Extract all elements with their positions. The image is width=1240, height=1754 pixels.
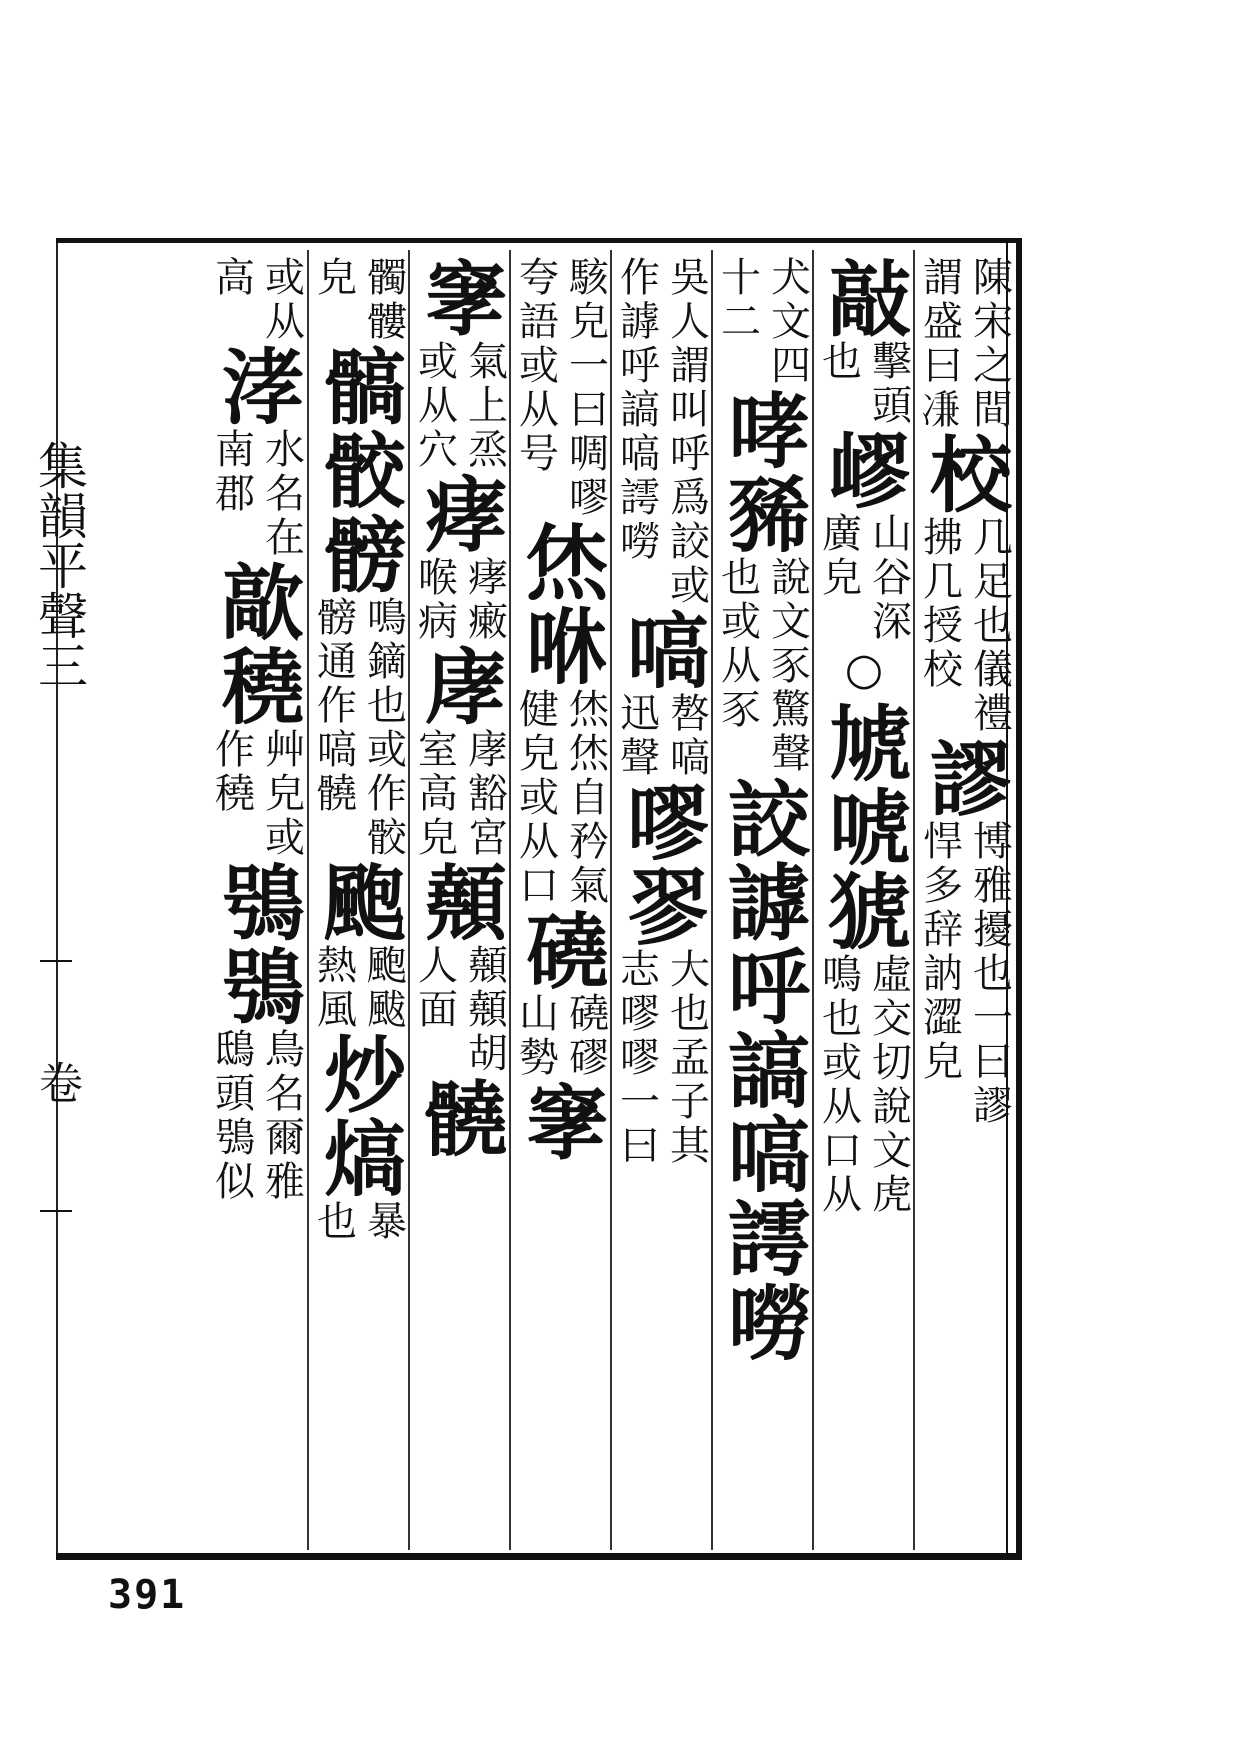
annotation <box>916 820 1014 1128</box>
annotation-line: 庨豁宮 <box>461 728 508 860</box>
annotation-line: 氣上烝 <box>461 340 508 472</box>
annotation <box>208 428 306 560</box>
headword: 窙 <box>411 256 508 340</box>
annotation-line: 髑髏 <box>360 256 407 344</box>
annotation <box>512 256 610 520</box>
annotation-line: 水名在 <box>258 428 305 560</box>
annotation-line: 或从 <box>258 256 305 344</box>
annotation-line: 痚瘷 <box>461 556 508 644</box>
headword: 窙 <box>512 1080 609 1164</box>
headword: 烋咻 <box>512 520 609 688</box>
annotation <box>310 1200 408 1244</box>
annotation <box>714 556 812 776</box>
annotation <box>411 340 509 472</box>
headword: 髐 <box>411 1076 508 1160</box>
headword: 嗃 <box>613 608 710 692</box>
annotation-line: 犬文四 <box>764 256 811 388</box>
juan-label: 卷 <box>31 1060 82 1104</box>
annotation-line: 迅聲 <box>613 692 660 780</box>
annotation-line: 几足也儀禮 <box>966 516 1013 736</box>
headword: 颮 <box>310 860 407 944</box>
annotation-line: 鳴也或从口从 <box>815 953 862 1217</box>
annotation-line: 嗸嗃 <box>663 692 710 780</box>
annotation <box>411 556 509 644</box>
annotation-line: 志嘐嘐一曰 <box>613 948 660 1168</box>
text-column <box>711 250 812 1550</box>
headword: 涍 <box>208 344 305 428</box>
block-center-margin <box>20 440 90 1440</box>
text-column <box>509 250 610 1550</box>
headword: 謬 <box>916 736 1013 820</box>
annotation-line: 悍多辞訥澀皃 <box>916 820 963 1084</box>
annotation-line: 颮颰 <box>360 944 407 1032</box>
headword: 炒熇 <box>310 1032 407 1200</box>
annotation-line: 擊頭 <box>865 340 912 428</box>
annotation <box>613 256 711 608</box>
annotation-line: 駭皃一曰啁嘐 <box>562 256 609 520</box>
annotation <box>512 688 610 908</box>
annotation-line: 鴟頭鴞似 <box>208 1028 255 1204</box>
text-column <box>307 250 408 1550</box>
headword: 嘐翏 <box>613 780 710 948</box>
annotation-line: 暴 <box>360 1200 407 1244</box>
annotation-line: 廣皃 <box>815 512 862 600</box>
annotation-line: 也或从豕 <box>714 556 761 732</box>
annotation-line: 熱風 <box>310 944 357 1032</box>
annotation-line: 人面 <box>411 944 458 1032</box>
annotation-line: 健皃或从口 <box>512 688 559 908</box>
annotation-line: 陳宋之間 <box>966 256 1013 432</box>
text-column <box>610 250 711 1550</box>
annotation-line: 夸語或从号 <box>512 256 559 476</box>
annotation-line: 皃 <box>310 256 357 300</box>
annotation-line: 也 <box>310 1200 357 1244</box>
annotation-line: 虛交切說文虎 <box>865 953 912 1217</box>
annotation-line: 烋烋自矜氣 <box>562 688 609 908</box>
annotation-line: 吳人謂叫呼爲詨或 <box>663 256 710 608</box>
annotation-line: 或从穴 <box>411 340 458 472</box>
page-number: 391 <box>108 1572 187 1618</box>
annotation-line: 喉病 <box>411 556 458 644</box>
annotation-line: 十二 <box>714 256 761 344</box>
headword: 髇骹髈 <box>310 344 407 596</box>
annotation <box>411 944 509 1076</box>
annotation <box>310 596 408 860</box>
annotation-line: 山勢 <box>512 992 559 1080</box>
headword: 痚 <box>411 472 508 556</box>
annotation-line: 顤顤胡 <box>461 944 508 1076</box>
annotation-line: 拂几授校 <box>916 516 963 692</box>
annotation <box>815 340 913 428</box>
fish-tail-mark-lower <box>40 1210 72 1212</box>
annotation-line: 南郡 <box>208 428 255 516</box>
fish-tail-mark <box>40 960 72 962</box>
annotation <box>916 516 1014 736</box>
headword: 鴞鴞 <box>208 860 305 1028</box>
annotation <box>916 256 1014 432</box>
annotation-line: 艸皃或 <box>258 728 305 860</box>
annotation <box>208 728 306 860</box>
annotation <box>411 728 509 860</box>
headword: 哮豨 <box>714 388 811 556</box>
annotation-line: 作穘 <box>208 728 255 816</box>
annotation <box>310 944 408 1032</box>
text-column <box>206 250 307 1550</box>
annotation <box>714 256 812 388</box>
annotation-line: 也 <box>815 340 862 384</box>
annotation-line: 作謼呼謞嗃謣嘮 <box>613 256 660 564</box>
text-column <box>812 250 913 1550</box>
annotation-line: 博雅擾也一曰謬 <box>966 820 1013 1128</box>
headword: 磽 <box>512 908 609 992</box>
book-title: 集韻平聲三 <box>30 440 88 690</box>
headword: 嵺 <box>815 428 912 512</box>
headword: 虓唬猇 <box>815 701 912 953</box>
annotation-line: 大也孟子其 <box>663 948 710 1168</box>
annotation-line: 鳥名爾雅 <box>258 1028 305 1204</box>
annotation-line: 髈通作嗃髐 <box>310 596 357 816</box>
text-column <box>408 250 509 1550</box>
annotation-line: 謂盛曰𠗳 <box>916 256 963 432</box>
annotation <box>208 256 306 344</box>
annotation-line: 室高皃 <box>411 728 458 860</box>
headword: 校 <box>916 432 1013 516</box>
annotation <box>613 948 711 1168</box>
annotation <box>310 256 408 344</box>
headword: 敲 <box>815 256 912 340</box>
annotation <box>512 992 610 1080</box>
annotation <box>815 512 913 644</box>
annotation-line: 鳴鏑也或作骹 <box>360 596 407 860</box>
headword: 歊穘 <box>208 560 305 728</box>
annotation-line: 磽磟 <box>562 992 609 1080</box>
text-columns <box>100 250 1014 1550</box>
annotation <box>613 692 711 780</box>
annotation <box>815 953 913 1217</box>
headword: 庨 <box>411 644 508 728</box>
circle-marker: ○ <box>838 644 890 701</box>
headword: 詨謼呼謞嗃謣嘮 <box>714 776 811 1364</box>
text-column <box>913 250 1014 1550</box>
annotation-line: 說文豕驚聲 <box>764 556 811 776</box>
annotation <box>208 1028 306 1204</box>
annotation-line: 山谷深 <box>865 512 912 644</box>
headword: 顤 <box>411 860 508 944</box>
annotation-line: 高 <box>208 256 255 300</box>
